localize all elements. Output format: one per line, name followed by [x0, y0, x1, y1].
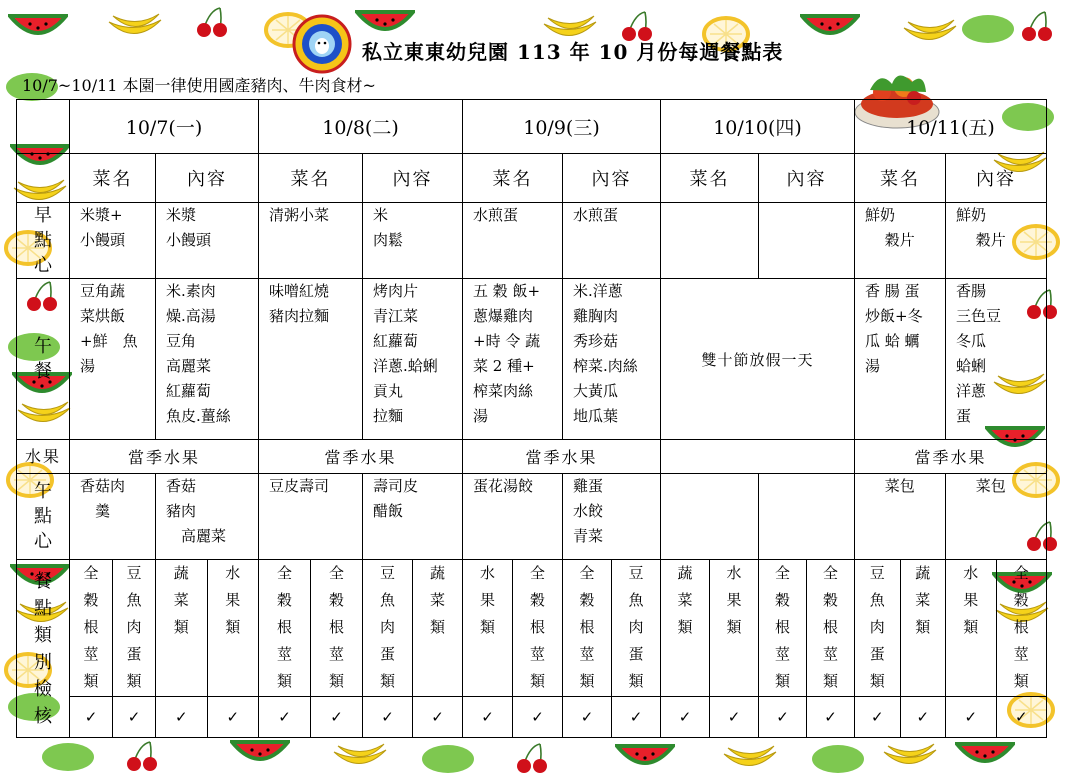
check-mark: ✓ [629, 708, 643, 726]
check-mark: ✓ [70, 697, 113, 737]
dish-header: 菜名 [463, 154, 563, 203]
check-cell-group [156, 697, 259, 738]
row-label-snack: 午 點 心 [17, 474, 70, 560]
check-mark: ✓ [946, 697, 996, 737]
snack-row [17, 474, 1047, 560]
breakfast-dish-tue: 清粥小菜 [259, 203, 363, 279]
content-header: 內容 [759, 154, 855, 203]
watermelon-icon [355, 6, 415, 40]
food-category-label: 全 穀 根 莖 類 [259, 560, 311, 696]
check-mark: ✓ [531, 708, 544, 726]
food-category-label: 全 穀 根 莖 類 [822, 564, 838, 690]
kindergarten-logo [290, 14, 354, 74]
category-cell-group [946, 560, 1047, 697]
dish-header: 菜名 [661, 154, 759, 203]
content-header: 內容 [563, 154, 661, 203]
food-category-label: 全 穀 根 莖 類 [563, 560, 612, 696]
breakfast-content-wed: 水煎蛋 [563, 203, 661, 279]
weekly-menu-table [16, 99, 1047, 738]
breakfast-content-thu [759, 203, 855, 279]
check-cell-group [946, 697, 1047, 738]
dish-header: 菜名 [259, 154, 363, 203]
check-mark: ✓ [226, 708, 240, 726]
cherry-icon [510, 742, 554, 776]
food-category-label: 豆 魚 肉 蛋 類 [126, 564, 142, 690]
food-category-label: 蔬 菜 類 [661, 560, 710, 696]
corner-cell [17, 100, 70, 154]
dish-header: 菜名 [855, 154, 946, 203]
banana-icon [900, 18, 960, 52]
lunch-content-mon: 米.素肉 燥.高湯 豆角 高麗菜 紅蘿蔔 魚皮.薑絲 [156, 279, 259, 440]
category-cell-group [759, 560, 855, 697]
row-label-fruit: 水果 [17, 440, 70, 474]
breakfast-row [17, 203, 1047, 279]
category-cell-group [70, 560, 156, 697]
lunch-content-wed: 米.洋蔥 雞胸肉 秀珍菇 榨菜.肉絲 大黃瓜 地瓜葉 [563, 279, 661, 440]
food-category-label: 蔬 菜 類 [156, 560, 207, 696]
category-cell-group [463, 560, 563, 697]
leaf-icon [960, 12, 1016, 46]
column-header-row [17, 154, 1047, 203]
dish-header: 菜名 [70, 154, 156, 203]
check-cell-group [855, 697, 946, 738]
page-subtitle: 10/7~10/11 本園一律使用國產豬肉、牛肉食材~ [22, 76, 376, 95]
check-mark: ✓ [759, 697, 807, 737]
check-mark: ✓ [855, 697, 900, 737]
day-header-wed: 10/9(三) [463, 100, 661, 154]
check-mark: ✓ [259, 697, 311, 737]
category-cell-group [259, 560, 363, 697]
watermelon-icon [230, 736, 290, 770]
cherry-icon [120, 740, 164, 774]
corner-cell [17, 154, 70, 203]
fruit-thu [661, 440, 855, 474]
fruit-tue: 當季水果 [259, 440, 463, 474]
food-category-label: 豆 魚 肉 蛋 類 [628, 564, 644, 690]
content-header: 內容 [946, 154, 1047, 203]
food-category-label: 水 果 類 [946, 560, 996, 696]
category-cell-group [156, 560, 259, 697]
leaf-icon [420, 742, 476, 776]
food-category-label: 全 穀 根 莖 類 [529, 564, 545, 690]
content-header: 內容 [363, 154, 463, 203]
day-header-tue: 10/8(二) [259, 100, 463, 154]
breakfast-content-tue: 米 肉鬆 [363, 203, 463, 279]
page-title: 私立東東幼兒園 113 年 10 月份每週餐點表 [362, 40, 784, 64]
check-mark: ✓ [127, 708, 141, 726]
check-cell-group [661, 697, 759, 738]
cherry-icon [190, 6, 234, 40]
food-category-label: 豆 魚 肉 蛋 類 [363, 560, 413, 696]
day-header-row [17, 100, 1047, 154]
category-cell-group [661, 560, 759, 697]
row-label-lunch: 午 餐 [17, 279, 70, 440]
banana-icon [330, 742, 390, 776]
snack-content-thu [759, 474, 855, 560]
snack-dish-mon: 香菇肉 羹 [70, 474, 156, 560]
fruit-fri: 當季水果 [855, 440, 1047, 474]
check-cell-group [259, 697, 363, 738]
watermelon-icon [615, 740, 675, 774]
food-category-label: 水 果 類 [726, 564, 742, 636]
banana-icon [880, 742, 940, 776]
check-cell-group [363, 697, 463, 738]
check-mark: ✓ [363, 697, 413, 737]
food-category-label: 全 穀 根 莖 類 [328, 564, 344, 690]
row-label-breakfast: 早 點 心 [17, 203, 70, 279]
food-category-label: 水 果 類 [225, 564, 241, 636]
food-category-label: 全 穀 根 莖 類 [759, 560, 807, 696]
fruit-mon: 當季水果 [70, 440, 259, 474]
watermelon-icon [800, 10, 860, 44]
check-mark: ✓ [824, 708, 837, 726]
snack-content-fri: 菜包 [946, 474, 1047, 560]
lunch-dish-tue: 味噌紅燒 豬肉拉麵 [259, 279, 363, 440]
holiday-notice: 雙十節放假一天 [661, 279, 855, 440]
snack-dish-fri: 菜包 [855, 474, 946, 560]
breakfast-dish-fri: 鮮奶 穀片 [855, 203, 946, 279]
snack-content-tue: 壽司皮 醋飯 [363, 474, 463, 560]
category-cell-group [855, 560, 946, 697]
row-label-check: 餐 點 類 別 檢 核 [17, 560, 70, 738]
breakfast-content-mon: 米漿 小饅頭 [156, 203, 259, 279]
check-mark: ✓ [330, 708, 343, 726]
fruit-row [17, 440, 1047, 474]
check-mark: ✓ [661, 697, 710, 737]
banana-icon [720, 744, 780, 778]
day-header-fri: 10/11(五) [855, 100, 1047, 154]
day-header-mon: 10/7(一) [70, 100, 259, 154]
check-cell-group [70, 697, 156, 738]
breakfast-content-fri: 鮮奶 穀片 [946, 203, 1047, 279]
snack-content-wed: 雞蛋 水餃 青菜 [563, 474, 661, 560]
leaf-icon [810, 742, 866, 776]
check-mark: ✓ [431, 708, 444, 726]
content-header: 內容 [156, 154, 259, 203]
snack-dish-thu [661, 474, 759, 560]
food-category-label: 蔬 菜 類 [915, 564, 931, 636]
snack-dish-tue: 豆皮壽司 [259, 474, 363, 560]
check-cell-group [463, 697, 563, 738]
snack-dish-wed: 蛋花湯餃 [463, 474, 563, 560]
breakfast-dish-mon: 米漿+ 小饅頭 [70, 203, 156, 279]
lunch-row [17, 279, 1047, 440]
food-category-row [17, 560, 1047, 697]
food-category-label: 全 穀 根 莖 類 [1013, 564, 1029, 690]
check-mark: ✓ [463, 697, 513, 737]
food-category-label: 豆 魚 肉 蛋 類 [855, 560, 900, 696]
food-category-label: 水 果 類 [463, 560, 513, 696]
check-mark: ✓ [727, 708, 741, 726]
lunch-dish-fri: 香 腸 蛋 炒飯+冬 瓜 蛤 蠣 湯 [855, 279, 946, 440]
check-mark: ✓ [916, 708, 930, 726]
check-mark: ✓ [1014, 708, 1028, 726]
check-mark: ✓ [156, 697, 207, 737]
check-mark: ✓ [563, 697, 612, 737]
banana-icon [105, 12, 165, 46]
lunch-content-fri: 香腸 三色豆 冬瓜 蛤蜊 洋蔥 蛋 [946, 279, 1047, 440]
breakfast-dish-wed: 水煎蛋 [463, 203, 563, 279]
category-cell-group [363, 560, 463, 697]
lunch-dish-wed: 五 穀 飯+ 蔥爆雞肉 +時 令 蔬 菜 2 種+ 榨菜肉絲 湯 [463, 279, 563, 440]
watermelon-icon [8, 10, 68, 44]
leaf-icon [40, 740, 96, 774]
lunch-content-tue: 烤肉片 青江菜 紅蘿蔔 洋蔥.蛤蜊 貢丸 拉麵 [363, 279, 463, 440]
breakfast-dish-thu [661, 203, 759, 279]
food-category-label: 全 穀 根 莖 類 [70, 560, 113, 696]
check-cell-group [563, 697, 661, 738]
day-header-thu: 10/10(四) [661, 100, 855, 154]
cherry-icon [1015, 10, 1059, 44]
checkmark-row [17, 697, 1047, 738]
snack-content-mon: 香菇 豬肉 高麗菜 [156, 474, 259, 560]
lunch-dish-mon: 豆角蔬 菜烘飯 +鮮 魚 湯 [70, 279, 156, 440]
watermelon-icon [955, 738, 1015, 772]
category-cell-group [563, 560, 661, 697]
food-category-label: 蔬 菜 類 [429, 564, 445, 636]
check-cell-group [759, 697, 855, 738]
fruit-wed: 當季水果 [463, 440, 661, 474]
